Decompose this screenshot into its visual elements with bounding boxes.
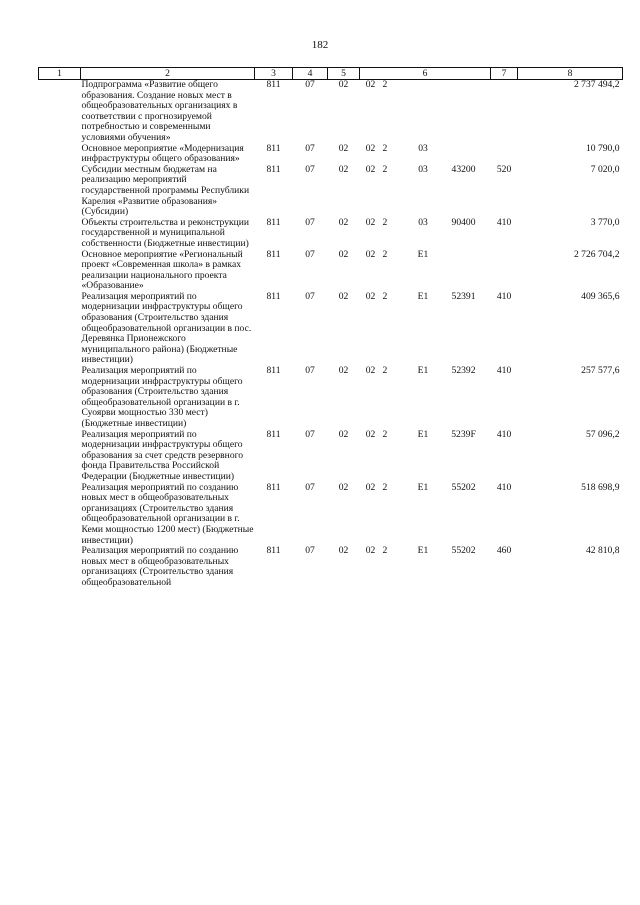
row-col-6d — [437, 144, 491, 165]
row-col-3: 811 — [266, 79, 281, 90]
row-col-3: 811 — [266, 545, 281, 557]
row-col-5: 02 — [338, 290, 349, 302]
row-col-5: 02 — [338, 248, 349, 260]
row-col-7: 410 — [496, 365, 512, 377]
row-col-6c: E1 — [417, 365, 429, 377]
row-col-4: 07 — [305, 545, 315, 557]
row-col-6d: 55202 — [451, 545, 476, 557]
row-amount: 3 770,0 — [590, 216, 620, 228]
row-col-6b: 2 — [382, 365, 388, 377]
row-col-1 — [39, 366, 81, 430]
header-col-6: 6 — [360, 68, 491, 80]
row-col-6b: 2 — [382, 428, 388, 440]
row-amount: 518 698,9 — [581, 481, 620, 493]
row-col-4: 07 — [305, 163, 315, 175]
row-col-7 — [491, 250, 518, 292]
row-col-1 — [39, 80, 81, 144]
row-col-4: 07 — [305, 481, 315, 493]
row-col-6d — [437, 250, 491, 292]
row-col-5: 02 — [338, 216, 349, 228]
row-col-1 — [39, 165, 81, 218]
row-description: Реализация мероприятий по модернизации инфраструктуры общего образования (Строительство здания общеобразовательной организации в пос. Деревянка Прионежского муниципального района) (Бюджетные инвестиции) — [81, 290, 252, 366]
row-col-6b: 2 — [382, 79, 388, 90]
row-col-3: 811 — [266, 290, 281, 302]
row-amount: 42 810,8 — [585, 545, 620, 557]
row-col-3: 811 — [266, 142, 281, 154]
row-col-6b: 2 — [382, 163, 388, 175]
row-col-6a: 02 — [365, 365, 376, 377]
row-col-6d: 55202 — [451, 481, 476, 493]
row-description: Основное мероприятие «Региональный проект «Современная школа» в рамках реализации национального проекта «Образование» — [81, 248, 243, 292]
row-col-6a: 02 — [365, 248, 376, 260]
header-col-5: 5 — [328, 68, 360, 80]
row-col-6d: 5239F — [451, 428, 476, 440]
row-col-6d: 52392 — [451, 365, 476, 377]
row-amount: 2 737 494,2 — [573, 79, 620, 90]
row-col-6b: 2 — [382, 545, 388, 557]
row-col-6b: 2 — [382, 481, 388, 493]
row-col-4: 07 — [305, 79, 315, 90]
row-amount: 2 726 704,2 — [573, 248, 620, 260]
row-col-6c: 03 — [418, 216, 428, 228]
budget-table — [38, 67, 623, 589]
row-col-6a: 02 — [365, 163, 376, 175]
row-col-6d: 43200 — [451, 163, 476, 175]
table-row — [39, 366, 623, 430]
row-col-6b: 2 — [382, 142, 388, 154]
row-col-1 — [39, 483, 81, 547]
row-col-6a: 02 — [365, 481, 376, 493]
row-col-7: 410 — [496, 290, 512, 302]
row-col-4: 07 — [305, 142, 315, 154]
row-description: Реализация мероприятий по созданию новых мест в общеобразовательных организациях (Строительство здания общеобразовательной организации в г. Кеми мощностью 1200 мест) (Бюджетные инвестиции) — [81, 481, 254, 546]
row-col-6c: E1 — [417, 428, 429, 440]
page-number: 182 — [311, 39, 329, 51]
row-col-3: 811 — [266, 163, 281, 175]
row-col-6c: E1 — [417, 248, 429, 260]
row-amount: 7 020,0 — [590, 163, 620, 175]
row-col-5: 02 — [338, 365, 349, 377]
row-col-3: 811 — [266, 365, 281, 377]
row-col-6a: 02 — [365, 290, 376, 302]
row-col-7 — [491, 80, 518, 144]
row-col-1 — [39, 292, 81, 366]
row-col-6c: E1 — [417, 481, 429, 493]
row-description: Основное мероприятие «Модернизация инфраструктуры общего образования» — [81, 142, 244, 165]
row-col-7: 520 — [496, 163, 512, 175]
row-col-6c: 03 — [418, 142, 428, 154]
row-col-4: 07 — [305, 428, 315, 440]
row-col-6d: 90400 — [451, 216, 476, 228]
row-description: Реализация мероприятий по модернизации инфраструктуры общего образования (Строительство здания общеобразовательной организации в г. Суоярви мощностью 330 мест) (Бюджетные инвестиции) — [81, 365, 243, 429]
row-col-7: 410 — [496, 428, 512, 440]
row-col-4: 07 — [305, 216, 315, 228]
row-col-1 — [39, 218, 81, 250]
header-col-1: 1 — [39, 68, 81, 80]
table-row — [39, 218, 623, 250]
table-row — [39, 250, 623, 292]
row-col-6b: 2 — [382, 216, 388, 228]
table-row — [39, 80, 623, 144]
row-col-5: 02 — [338, 545, 349, 557]
row-col-6a: 02 — [365, 545, 376, 557]
row-description: Объекты строительства и реконструкции государственной и муниципальной собственности (Бюджетные инвестиции) — [81, 216, 250, 249]
table-row — [39, 144, 623, 165]
row-col-5: 02 — [338, 79, 349, 90]
row-col-1 — [39, 546, 81, 588]
row-col-5: 02 — [338, 481, 349, 493]
row-col-5: 02 — [338, 163, 349, 175]
row-description: Реализация мероприятий по модернизации инфраструктуры общего образования за счет средств резервного фонда Правительства Российской Федерации (Бюджетные инвестиции) — [81, 428, 244, 482]
header-col-3: 3 — [255, 68, 293, 80]
row-amount: 57 096,2 — [585, 428, 620, 440]
row-col-7 — [491, 144, 518, 165]
row-col-1 — [39, 430, 81, 483]
row-col-6c — [410, 80, 437, 144]
table-row — [39, 546, 623, 588]
table-row — [39, 430, 623, 483]
row-col-6d — [437, 80, 491, 144]
row-col-4: 07 — [305, 290, 315, 302]
header-col-2: 2 — [81, 68, 255, 80]
row-col-3: 811 — [266, 428, 281, 440]
row-col-6a: 02 — [365, 142, 376, 154]
row-col-6c: 03 — [418, 163, 428, 175]
row-description: Субсидии местным бюджетам на реализацию мероприятий государственной программы Республики Карелия «Развитие образования» (Субсидии) — [81, 163, 250, 218]
row-col-6c: E1 — [417, 290, 429, 302]
row-col-5: 02 — [338, 142, 349, 154]
row-col-6b: 2 — [382, 248, 388, 260]
row-amount: 409 365,6 — [581, 290, 620, 302]
table-header — [39, 68, 623, 80]
row-col-6c: E1 — [417, 545, 429, 557]
row-col-3: 811 — [266, 481, 281, 493]
row-col-6a: 02 — [365, 428, 376, 440]
row-description: Реализация мероприятий по созданию новых мест в общеобразовательных организациях (Строительство здания общеобразовательной — [81, 545, 239, 588]
table-body — [39, 80, 623, 589]
row-col-4: 07 — [305, 365, 315, 377]
row-col-4: 07 — [305, 248, 315, 260]
row-col-1 — [39, 250, 81, 292]
row-col-3: 811 — [266, 216, 281, 228]
row-col-7: 460 — [496, 545, 512, 557]
header-col-4: 4 — [293, 68, 328, 80]
row-description: Подпрограмма «Развитие общего образования. Создание новых мест в общеобразовательных организациях в соответствии с прогнозируемой потребностью и современными условиями обучения» — [81, 79, 238, 143]
row-amount: 257 577,6 — [581, 365, 620, 377]
header-col-8: 8 — [518, 68, 623, 80]
row-amount: 10 790,0 — [585, 142, 620, 154]
row-col-6b: 2 — [382, 290, 388, 302]
table-row — [39, 483, 623, 547]
row-col-6a: 02 — [365, 216, 376, 228]
row-col-5: 02 — [338, 428, 349, 440]
row-col-1 — [39, 144, 81, 165]
row-col-6d: 52391 — [451, 290, 476, 302]
row-col-6a: 02 — [365, 79, 376, 90]
row-col-7: 410 — [496, 216, 512, 228]
row-col-7: 410 — [496, 481, 512, 493]
header-col-7: 7 — [491, 68, 518, 80]
row-col-3: 811 — [266, 248, 281, 260]
table-row — [39, 165, 623, 218]
table-row — [39, 292, 623, 366]
